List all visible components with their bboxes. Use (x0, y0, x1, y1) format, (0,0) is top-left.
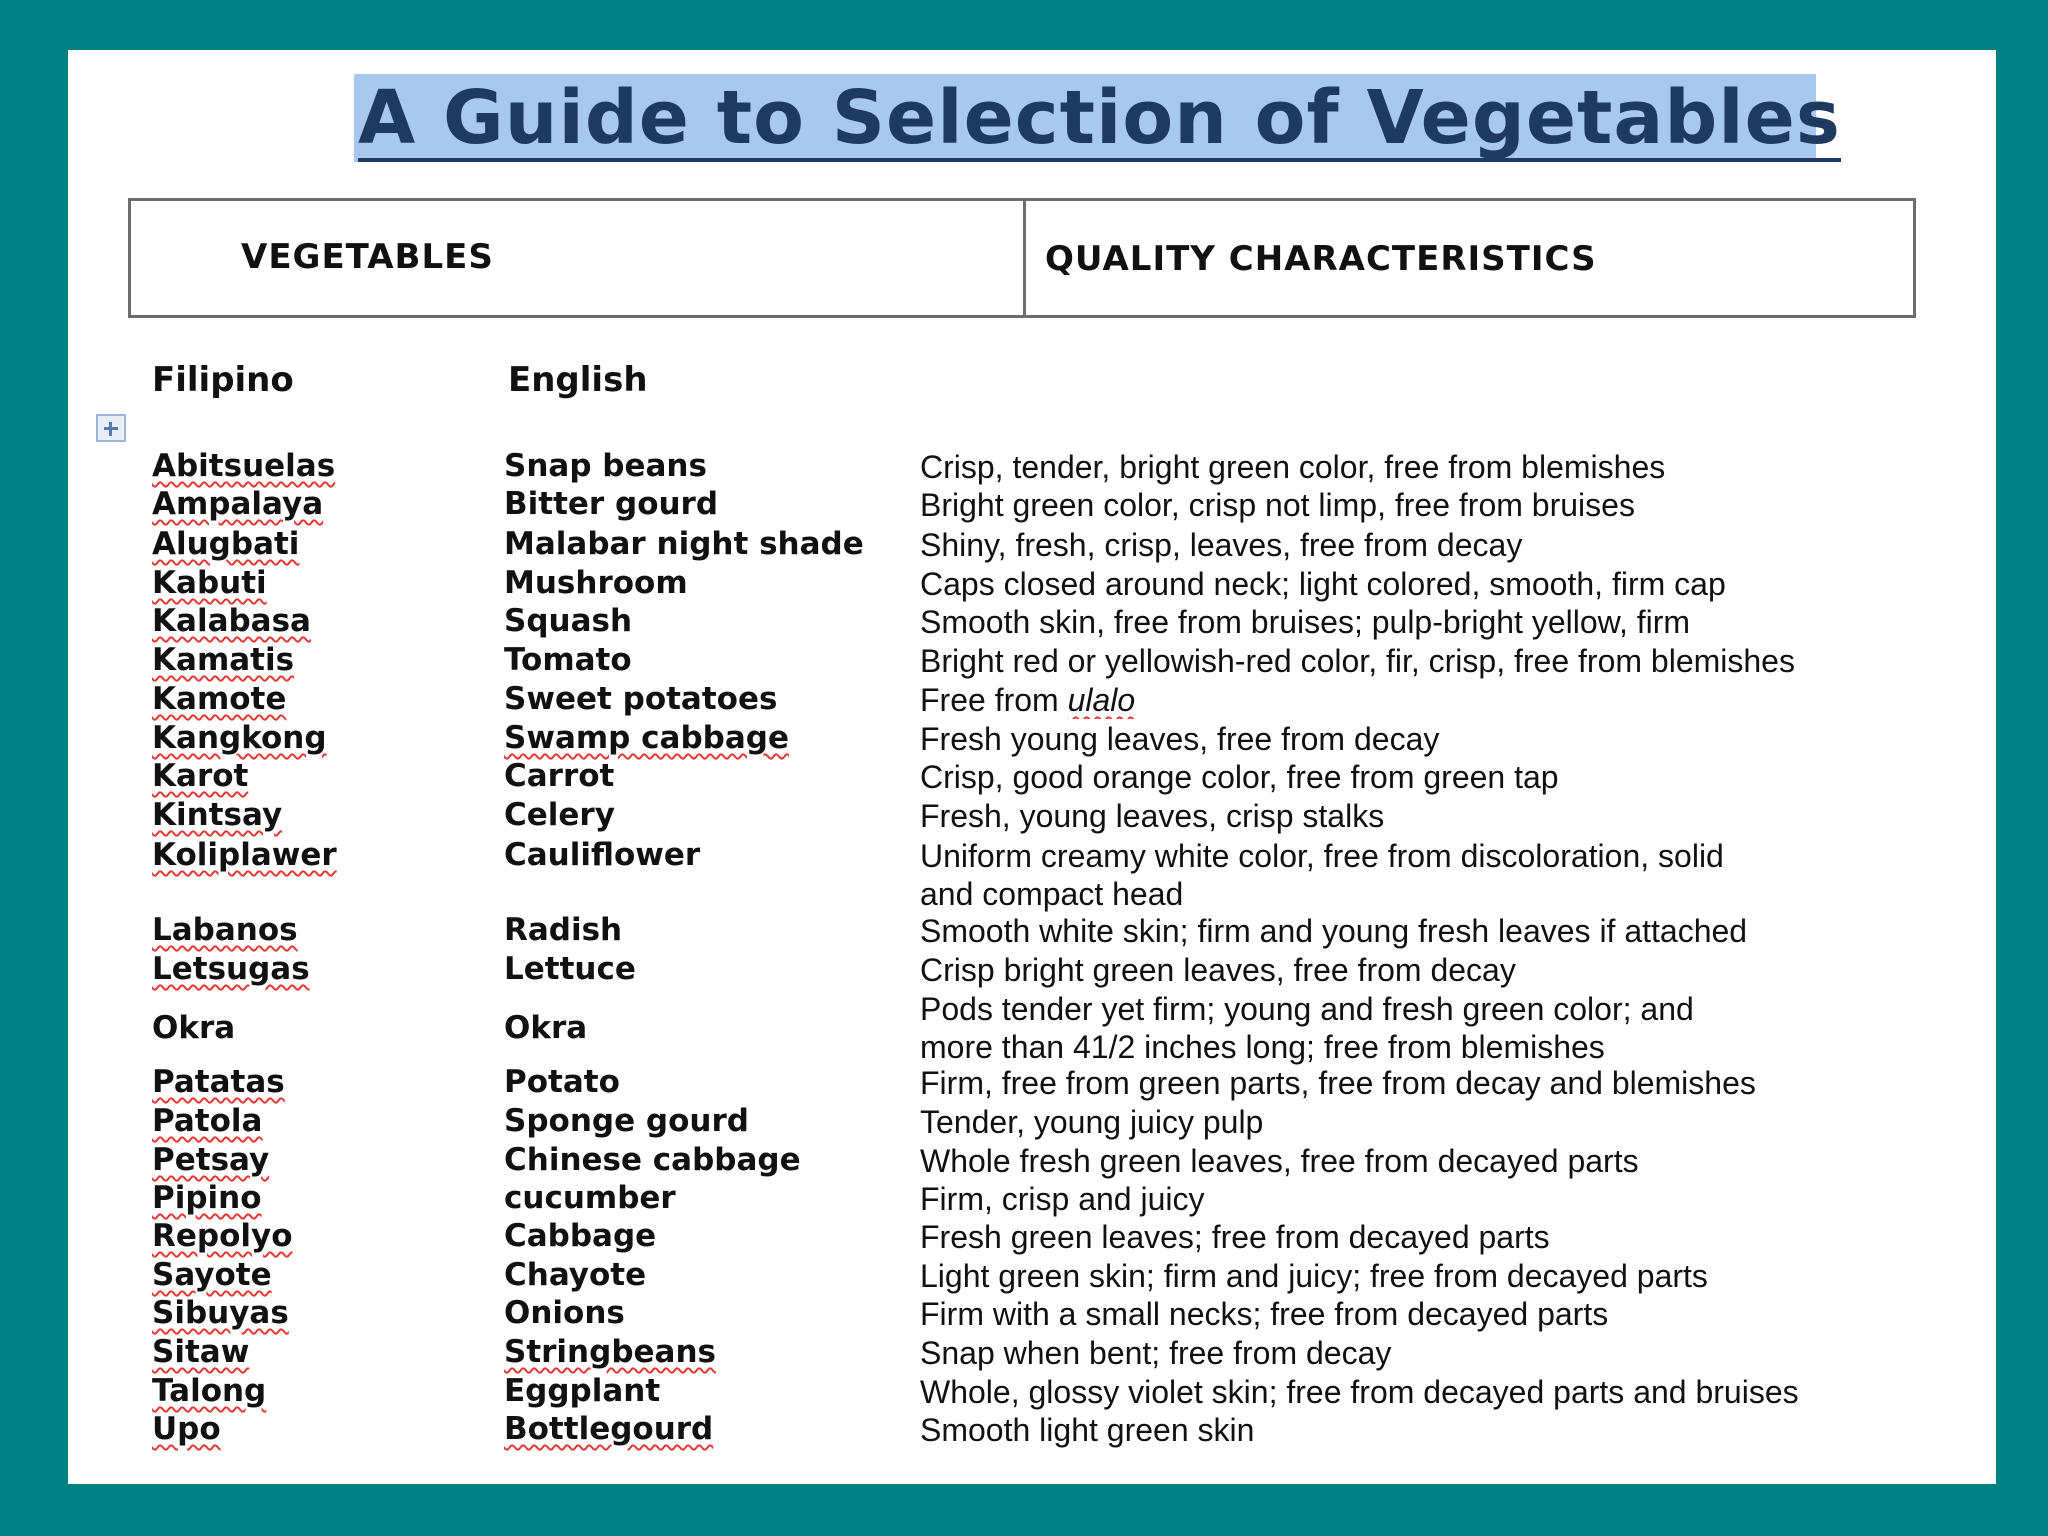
quality-text: Firm, free from green parts, free from decay and blemishes (920, 1065, 1756, 1101)
header-quality: QUALITY CHARACTERISTICS (1045, 239, 1597, 279)
english-name: Sponge gourd (504, 1103, 749, 1139)
filipino-name: Kamatis (152, 642, 295, 678)
english-name: Okra (504, 1010, 588, 1046)
english-name: Lettuce (504, 951, 636, 987)
filipino-name: Sayote (152, 1257, 272, 1293)
filipino-name: Repolyo (152, 1218, 293, 1254)
english-name: Celery (504, 797, 615, 833)
title-highlight (354, 74, 1841, 162)
quality-text-emphasis: ulalo (1067, 682, 1136, 718)
filipino-name: Abitsuelas (152, 448, 336, 484)
filipino-name: Karot (152, 758, 249, 794)
quality-text: Shiny, fresh, crisp, leaves, free from decay (920, 527, 1523, 563)
quality-text: Fresh green leaves; free from decayed parts (920, 1219, 1550, 1255)
english-name: Potato (504, 1064, 620, 1100)
quality-text: Crisp, tender, bright green color, free from blemishes (920, 449, 1666, 485)
quality-text: Whole, glossy violet skin; free from decayed parts and bruises (920, 1374, 1799, 1410)
filipino-name: Labanos (152, 912, 298, 948)
filipino-name: Patatas (152, 1064, 285, 1100)
english-name: Chinese cabbage (504, 1142, 801, 1178)
quality-text: Firm, crisp and juicy (920, 1181, 1205, 1217)
english-name: Tomato (504, 642, 632, 678)
english-name: Cauliflower (504, 837, 701, 873)
filipino-name: Kangkong (152, 720, 327, 756)
quality-text: Whole fresh green leaves, free from decayed parts (920, 1143, 1639, 1179)
quality-text: Firm with a small necks; free from decayed parts (920, 1296, 1609, 1332)
quality-text: Crisp, good orange color, free from green tap (920, 759, 1559, 795)
english-name: Mushroom (504, 565, 688, 601)
quality-text-line2: more than 41/2 inches long; free from blemishes (920, 1029, 1605, 1065)
filipino-name: Okra (152, 1010, 236, 1046)
english-name: cucumber (504, 1180, 676, 1216)
filipino-name: Talong (152, 1373, 267, 1409)
quality-text: Bright green color, crisp not limp, free from bruises (920, 487, 1635, 523)
english-name: Radish (504, 912, 623, 948)
english-name: Cabbage (504, 1218, 657, 1254)
header-vegetables: VEGETABLES (241, 237, 494, 277)
english-name: Stringbeans (504, 1334, 716, 1370)
filipino-name: Upo (152, 1411, 221, 1447)
quality-text-line2: and compact head (920, 876, 1184, 912)
quality-text-main: Free from (920, 682, 1059, 718)
quality-text (920, 990, 1996, 1066)
subheader-english: English (508, 360, 648, 400)
english-name: Malabar night shade (504, 526, 864, 562)
filipino-name: Kalabasa (152, 603, 311, 639)
filipino-name: Ampalaya (152, 486, 324, 522)
english-name: Bitter gourd (504, 486, 719, 522)
english-name: Swamp cabbage (504, 720, 789, 756)
english-name: Carrot (504, 758, 615, 794)
filipino-name: Koliplawer (152, 837, 337, 873)
filipino-name: Kintsay (152, 797, 283, 833)
page-title: A Guide to Selection of Vegetables (358, 75, 1841, 161)
quality-text: Bright red or yellowish-red color, fir, crisp, free from blemishes (920, 643, 1795, 679)
english-name: Eggplant (504, 1373, 661, 1409)
table-header (128, 198, 1916, 318)
quality-text-line1: Uniform creamy white color, free from discoloration, solid (920, 838, 1724, 874)
quality-text: Caps closed around neck; light colored, smooth, firm cap (920, 566, 1726, 602)
filipino-name: Petsay (152, 1142, 270, 1178)
english-name: Squash (504, 603, 633, 639)
header-divider (1023, 201, 1026, 315)
english-name: Chayote (504, 1257, 647, 1293)
filipino-name: Kabuti (152, 565, 267, 601)
quality-text: Smooth light green skin (920, 1412, 1255, 1448)
document-page (68, 50, 1996, 1484)
quality-text: Light green skin; firm and juicy; free from decayed parts (920, 1258, 1708, 1294)
filipino-name: Kamote (152, 681, 287, 717)
filipino-name: Sitaw (152, 1334, 250, 1370)
table-move-handle-icon[interactable] (96, 414, 126, 442)
english-name: Onions (504, 1295, 625, 1331)
english-name: Bottlegourd (504, 1411, 714, 1447)
quality-text: Fresh young leaves, free from decay (920, 721, 1440, 757)
filipino-name: Sibuyas (152, 1295, 289, 1331)
filipino-name: Alugbati (152, 526, 300, 562)
quality-text: Crisp bright green leaves, free from decay (920, 952, 1516, 988)
filipino-name: Letsugas (152, 951, 310, 987)
quality-text: Smooth white skin; firm and young fresh leaves if attached (920, 913, 1748, 949)
subheader-filipino: Filipino (152, 360, 294, 400)
quality-text (920, 681, 1996, 719)
english-name: Snap beans (504, 448, 707, 484)
quality-text: Smooth skin, free from bruises; pulp-bright yellow, firm (920, 604, 1691, 640)
quality-text: Fresh, young leaves, crisp stalks (920, 798, 1385, 834)
english-name: Sweet potatoes (504, 681, 778, 717)
quality-text (920, 837, 1996, 913)
quality-text: Snap when bent; free from decay (920, 1335, 1392, 1371)
quality-text-line1: Pods tender yet firm; young and fresh green color; and (920, 991, 1694, 1027)
filipino-name: Patola (152, 1103, 263, 1139)
quality-text: Tender, young juicy pulp (920, 1104, 1264, 1140)
filipino-name: Pipino (152, 1180, 262, 1216)
